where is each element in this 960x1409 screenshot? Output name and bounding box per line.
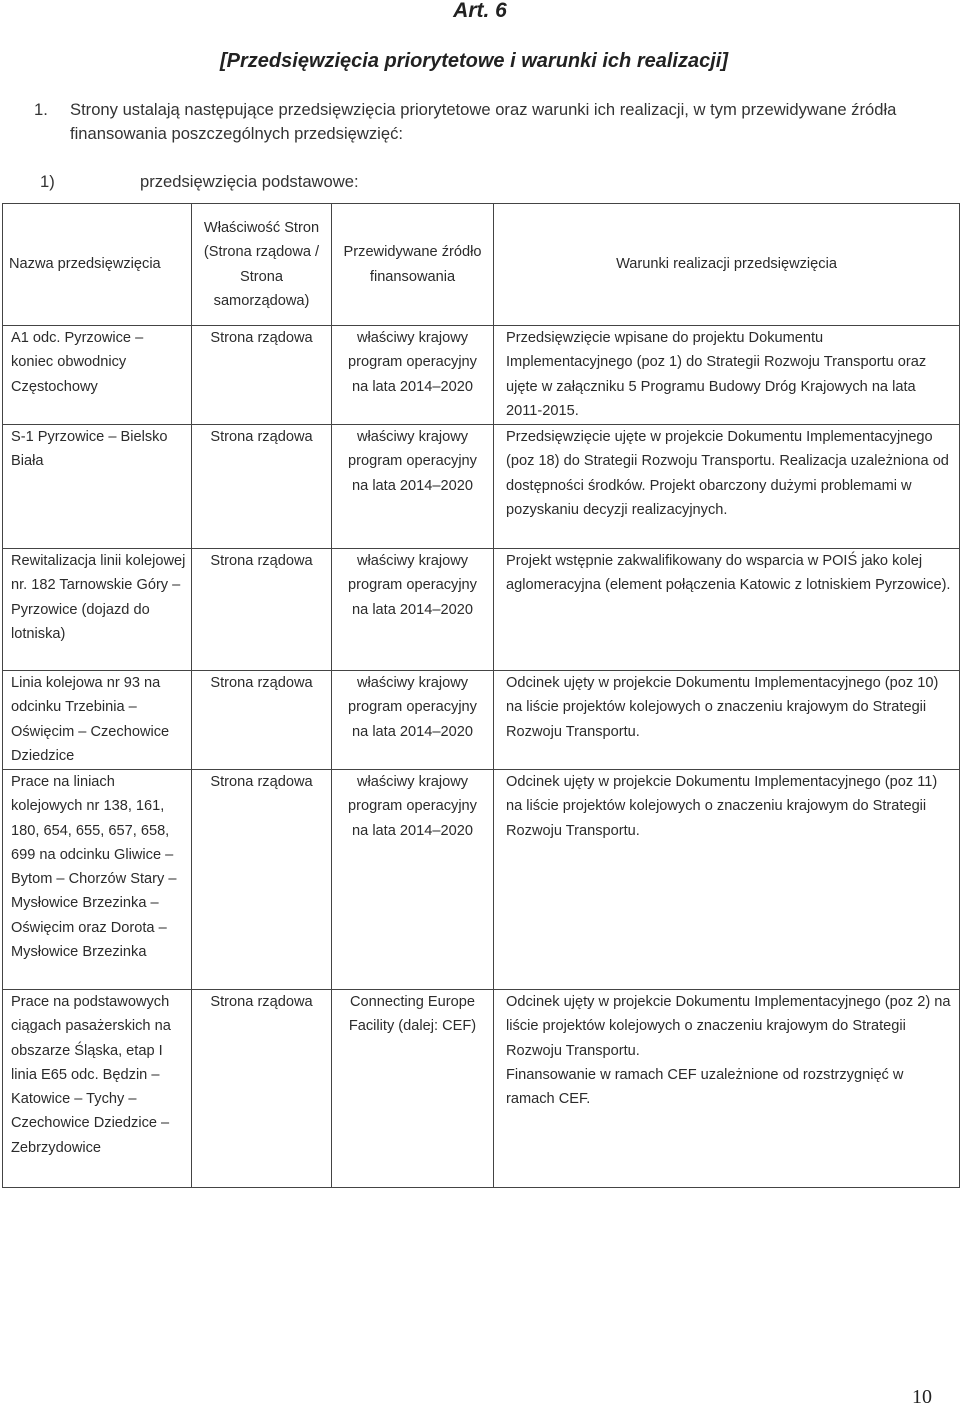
table-row [3, 671, 960, 770]
paragraph-1 [30, 98, 950, 146]
ownership-cell: Strona rządowa [192, 990, 332, 1188]
conditions-cell [494, 990, 960, 1188]
table-row [3, 326, 960, 425]
subsection-number: 1) [40, 172, 55, 191]
funding-source-cell: Connecting Europe Facility (dalej: CEF) [332, 990, 494, 1188]
conditions-cell: Odcinek ujęty w projekcie Dokumentu Implementacyjnego (poz 10) na liście projektów kolejowych o znaczeniu krajowym do Strategii Rozwoju Transportu. [494, 671, 960, 770]
conditions-cell: Przedsięwzięcie ujęte w projekcie Dokumentu Implementacyjnego (poz 18) do Strategii Rozwoju Transportu. Realizacja uzależniona od dostępności środków. Projekt obarczony dużymi problemami w pozyskaniu decyzji realizacyjnych. [494, 425, 960, 549]
project-name-cell: Prace na podstawowych ciągach pasażerskich na obszarze Śląska, etap I linia E65 odc. Będzin – Katowice – Tychy – Czechowice Dziedzice – Zebrzydowice [3, 990, 192, 1188]
funding-source-cell: właściwy krajowy program operacyjny na lata 2014–2020 [332, 671, 494, 770]
table-row [3, 770, 960, 990]
funding-source-cell: właściwy krajowy program operacyjny na lata 2014–2020 [332, 425, 494, 549]
project-name-cell: Prace na liniach kolejowych nr 138, 161, 180, 654, 655, 657, 658, 699 na odcinku Gliwice – Bytom – Chorzów Stary – Mysłowice Brzezinka – Oświęcim oraz Dorota – Mysłowice Brzezinka [3, 770, 192, 990]
article-number: Art. 6 [453, 0, 507, 22]
ownership-cell: Strona rządowa [192, 770, 332, 990]
funding-source-cell: właściwy krajowy program operacyjny na lata 2014–2020 [332, 326, 494, 425]
ownership-cell: Strona rządowa [192, 326, 332, 425]
header-conditions: Warunki realizacji przedsięwzięcia [494, 204, 960, 326]
page-number: 10 [912, 1386, 932, 1408]
header-ownership: Właściwość Stron (Strona rządowa / Strona samorządowa) [192, 204, 332, 326]
conditions-cell: Przedsięwzięcie wpisane do projektu Dokumentu Implementacyjnego (poz 1) do Strategii Rozwoju Transportu oraz ujęte w załączniku 5 Programu Budowy Dróg Krajowych na lata 2011-2015. [494, 326, 960, 425]
header-project-name: Nazwa przedsięwzięcia [3, 204, 192, 326]
funding-source-cell: właściwy krajowy program operacyjny na lata 2014–2020 [332, 770, 494, 990]
project-name-cell: Rewitalizacja linii kolejowej nr. 182 Tarnowskie Góry – Pyrzowice (dojazd do lotniska) [3, 549, 192, 671]
conditions-cell: Projekt wstępnie zakwalifikowany do wsparcia w POIŚ jako kolej aglomeracyjna (element połączenia Katowic z lotniskiem Pyrzowice). [494, 549, 960, 671]
header-funding-source: Przewidywane źródło finansowania [332, 204, 494, 326]
paragraph-text: Strony ustalają następujące przedsięwzięcia priorytetowe oraz warunki ich realizacji, w tym przewidywane źródła finansowania poszczególnych przedsięwzięć: [70, 100, 897, 143]
project-name-cell: Linia kolejowa nr 93 na odcinku Trzebinia – Oświęcim – Czechowice Dziedzice [3, 671, 192, 770]
ownership-cell: Strona rządowa [192, 549, 332, 671]
ownership-cell: Strona rządowa [192, 425, 332, 549]
subsection-1 [40, 170, 359, 194]
subsection-text: przedsięwzięcia podstawowe: [140, 172, 359, 191]
projects-table [2, 203, 960, 1188]
table-header-row [3, 204, 960, 326]
project-name-cell: A1 odc. Pyrzowice – koniec obwodnicy Częstochowy [3, 326, 192, 425]
funding-source-cell: właściwy krajowy program operacyjny na lata 2014–2020 [332, 549, 494, 671]
table-row [3, 990, 960, 1188]
conditions-text: Odcinek ujęty w projekcie Dokumentu Implementacyjnego (poz 2) na liście projektów kolejowych o znaczeniu krajowym do Strategii Rozwoju Transportu. [506, 994, 951, 1059]
article-title: [Przedsięwzięcia priorytetowe i warunki ich realizacji] [220, 50, 728, 72]
conditions-extra-text: Finansowanie w ramach CEF uzależnione od rozstrzygnięć w ramach CEF. [506, 1066, 904, 1108]
table-row [3, 425, 960, 549]
paragraph-number: 1. [34, 100, 48, 119]
table-row [3, 549, 960, 671]
ownership-cell: Strona rządowa [192, 671, 332, 770]
project-name-cell: S-1 Pyrzowice – Bielsko Biała [3, 425, 192, 549]
conditions-cell: Odcinek ujęty w projekcie Dokumentu Implementacyjnego (poz 11) na liście projektów kolejowych o znaczeniu krajowym do Strategii Rozwoju Transportu. [494, 770, 960, 990]
